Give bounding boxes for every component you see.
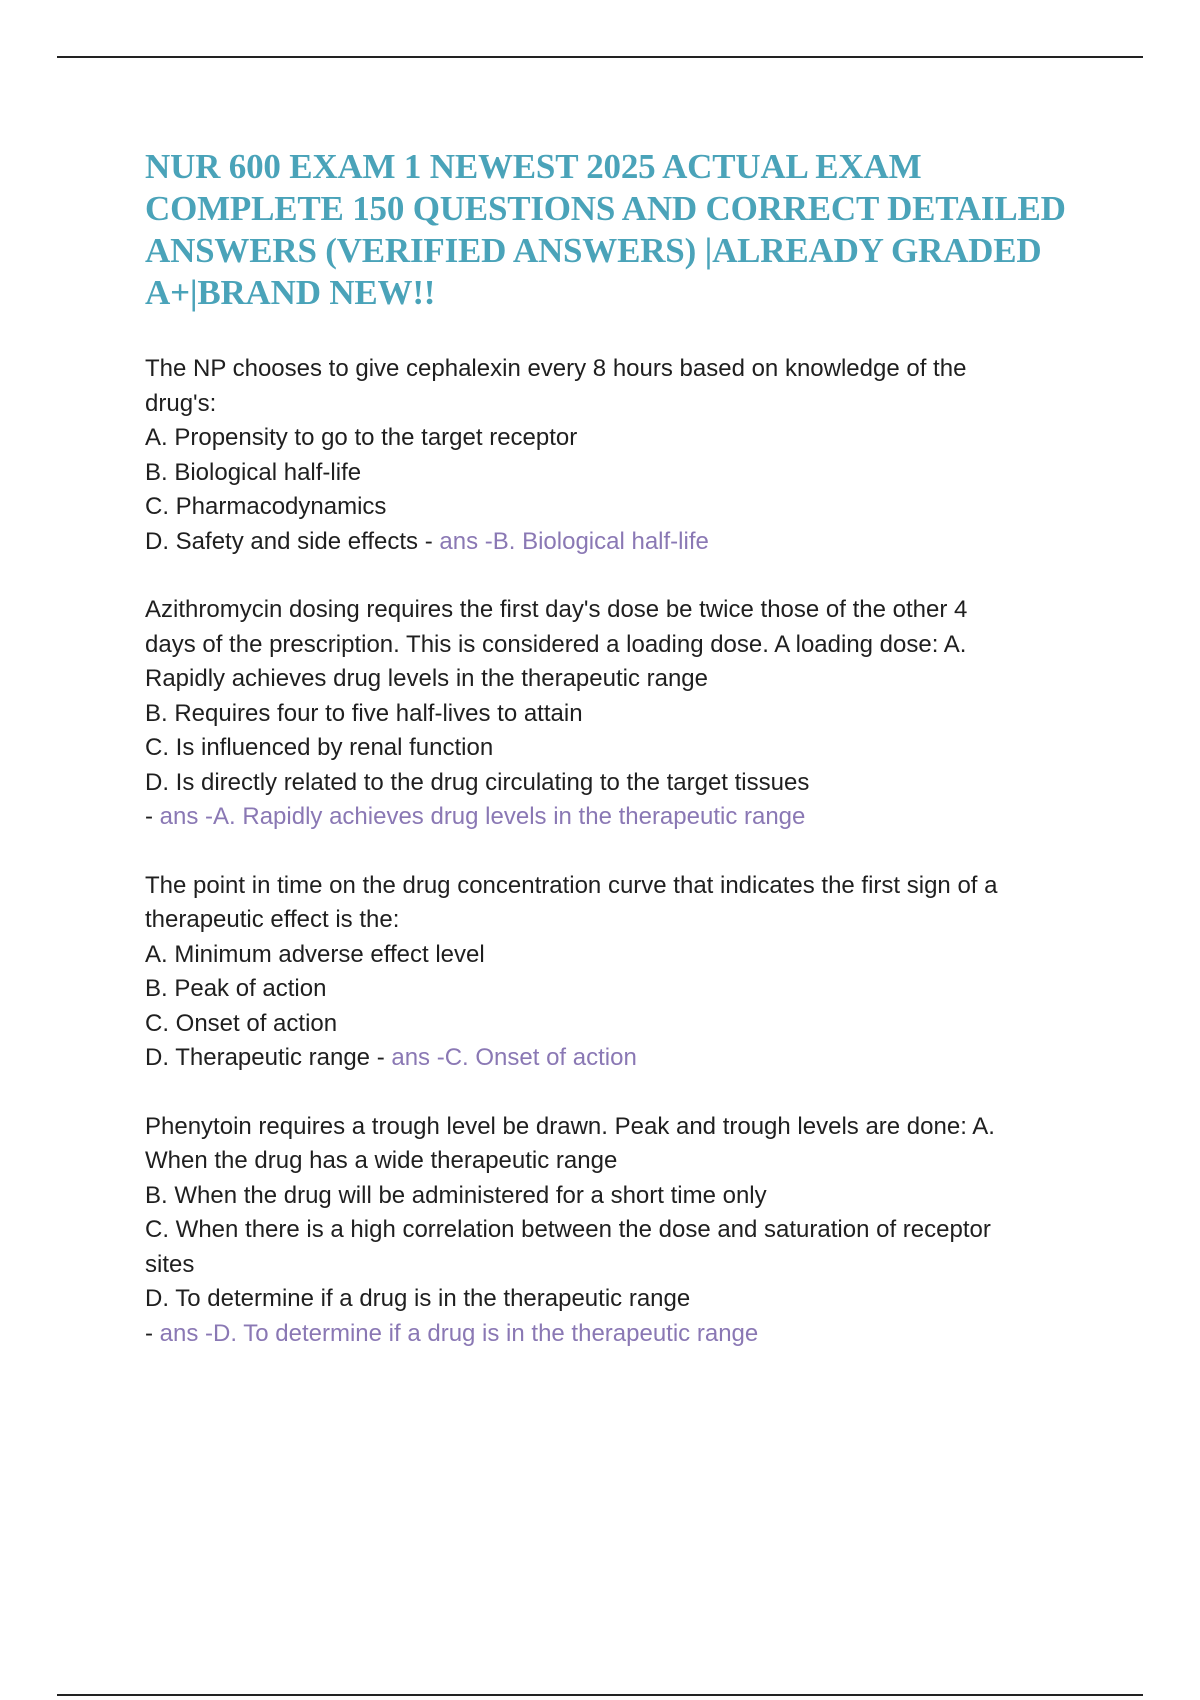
answer-prefix: -: [145, 1319, 160, 1347]
option-a: A. Minimum adverse effect level: [145, 940, 485, 968]
answer-line: [145, 800, 1105, 835]
option-b: B. Biological half-life: [145, 458, 362, 486]
question-stem-line: When the drug has a wide therapeutic range: [145, 1147, 618, 1174]
question-stem-line: drug's:: [145, 389, 217, 417]
option-d-with-answer: [145, 525, 1105, 560]
document-title: NUR 600 EXAM 1 NEWEST 2025 ACTUAL EXAM COMPLETE 150 QUESTIONS AND CORRECT DETAILED ANSWERS (VERIFIED ANSWERS) |ALREADY GRADED A+|BRAND NEW!!: [145, 147, 1066, 312]
answer-text: ans -A. Rapidly achieves drug levels in the therapeutic range: [159, 803, 806, 830]
answer-text: ans -B. Biological half-life: [439, 527, 709, 555]
question-4: [145, 1110, 1105, 1352]
question-list: [145, 352, 1105, 1351]
document-body: [145, 146, 1105, 1385]
option-c: C. Onset of action: [145, 1009, 338, 1037]
question-3: [145, 869, 1105, 1076]
question-1: [145, 352, 1105, 559]
option-c: C. Is influenced by renal function: [145, 734, 494, 761]
question-stem-line: Azithromycin dosing requires the first day's dose be twice those of the other 4: [145, 596, 968, 623]
question-stem-line: days of the prescription. This is considered a loading dose. A loading dose: A.: [145, 630, 967, 658]
bottom-rule: [57, 1694, 1143, 1696]
option-d: D. Safety and side effects -: [145, 527, 440, 555]
option-d-with-answer: [145, 1041, 1105, 1076]
option-a: A. Propensity to go to the target receptor: [145, 424, 578, 451]
option-b: B. When the drug will be administered for a short time only: [145, 1181, 767, 1209]
answer-text: ans -C. Onset of action: [391, 1044, 637, 1071]
option-c-continued: sites: [145, 1250, 195, 1278]
answer-line: [145, 1317, 1105, 1352]
option-d: D. Therapeutic range -: [145, 1044, 392, 1071]
option-c: C. Pharmacodynamics: [145, 493, 387, 520]
option-c: C. When there is a high correlation between the dose and saturation of receptor: [145, 1216, 991, 1243]
option-b: B. Peak of action: [145, 975, 327, 1002]
question-stem-line: The point in time on the drug concentration curve that indicates the first sign of a: [145, 871, 998, 899]
answer-text: ans -D. To determine if a drug is in the therapeutic range: [159, 1319, 759, 1347]
top-rule: [57, 56, 1143, 58]
option-d: D. Is directly related to the drug circulating to the target tissues: [145, 768, 810, 796]
question-stem-line: therapeutic effect is the:: [145, 906, 400, 933]
question-stem-line: Rapidly achieves drug levels in the therapeutic range: [145, 665, 709, 692]
option-d: D. To determine if a drug is in the therapeutic range: [145, 1285, 691, 1312]
question-stem-line: Phenytoin requires a trough level be drawn. Peak and trough levels are done: A.: [145, 1112, 995, 1140]
question-stem-line: The NP chooses to give cephalexin every 8 hours based on knowledge of the: [145, 355, 967, 382]
option-b: B. Requires four to five half-lives to attain: [145, 699, 583, 727]
answer-prefix: -: [145, 803, 160, 830]
question-2: [145, 593, 1105, 835]
